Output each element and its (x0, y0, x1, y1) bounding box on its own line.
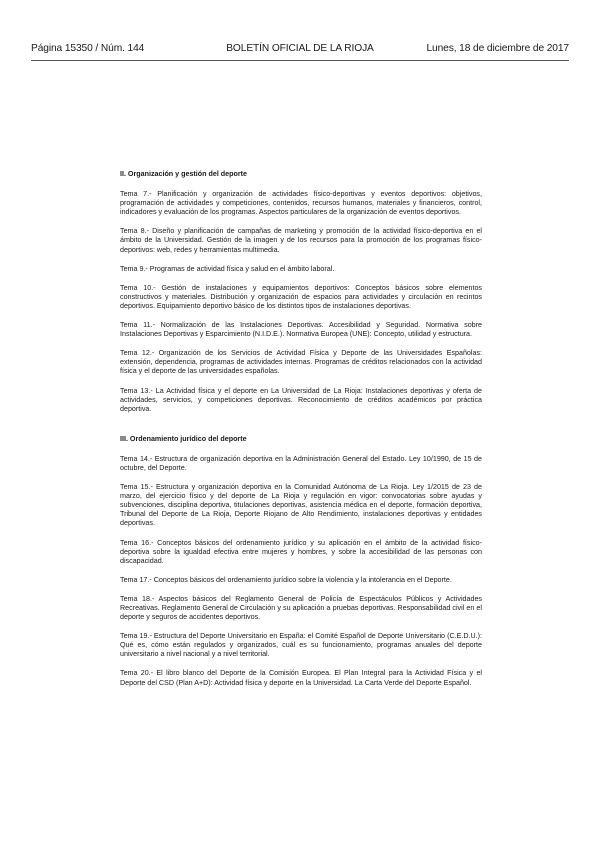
page-number: Página 15350 / Núm. 144 (31, 43, 145, 54)
tema-paragraph: Tema 18.- Aspectos básicos del Reglamento General de Policía de Espectáculos Públicos y Actividades Recreativas. Reglamento General de Circulación y su aplicación a pruebas deportivas. Responsabilidad civil en el deporte y seguros de accidentes deportivos. (120, 594, 482, 622)
tema-paragraph: Tema 19.- Estructura del Deporte Universitario en España: el Comité Español de Deporte Universitario (C.E.D.U.): Qué es, cómo están regulados y organizados, cuál es su funcionamiento, programas anuales del deporte universitario a nivel nacional y a nivel territorial. (120, 632, 482, 659)
tema-paragraph: Tema 12.- Organización de los Servicios de Actividad Física y Deporte de las Universidades Españolas: extensión, dependencia, programas de actividades internas. Programas de créditos relacionados con la actividad física y el deporte de las universidades españolas. (120, 349, 482, 376)
tema-paragraph: Tema 14.- Estructura de organización deportiva en la Administración General del Estado. Ley 10/1990, de 15 de octubre, del Deporte. (120, 454, 482, 472)
tema-paragraph: Tema 17.- Conceptos básicos del ordenamiento jurídico sobre la violencia y la intolerancia en el Deporte. (120, 575, 452, 584)
tema-paragraph: Tema 7.- Planificación y organización de actividades físico-deportivas y eventos deportivos: objetivos, programación de actividades y competiciones, contenidos, recursos humanos, materiales y financieros, control, indicadores y evaluación de los programas. Aspectos particulares de la organización de eventos deportivos. (120, 190, 482, 217)
bulletin-title: BOLETÍN OFICIAL DE LA RIOJA (226, 43, 374, 54)
header-divider (31, 60, 569, 61)
tema-paragraph: Tema 11.- Normalización de las Instalaciones Deportivas. Accesibilidad y Seguridad. Normativa sobre Instalaciones Deportivas y Esparcimiento (N.I.D.E.). Normativa Europea (UNE): Concepto, utilidad y estructura. (120, 321, 482, 339)
page-header (31, 43, 569, 57)
tema-paragraph: Tema 8.- Diseño y planificación de campañas de marketing y promoción de la actividad físico-deportiva en el ámbito de la Universidad. Gestión de la imagen y de los recursos para la promoción de los programas físico-deportivos: web, redes y herramientas multimedia. (120, 227, 482, 254)
tema-paragraph: Tema 15.- Estructura y organización deportiva en la Comunidad Autónoma de La Rioja. Ley 1/2015 de 23 de marzo, del ejercicio físico y del deporte de La Rioja y regulación en vigor: convocatorias sobre ayudas y subvenciones, disciplina deportiva, titulaciones deportivas, asistencia médica en el deporte, formación deportiva, Tribunal del Deporte de La Rioja, Deporte Riojano de Alto Rendimiento, instalaciones deportivas y entidades deportivas. (120, 483, 482, 528)
section-title: II. Organización y gestión del deporte (120, 170, 247, 178)
publication-date: Lunes, 18 de diciembre de 2017 (426, 43, 569, 54)
tema-paragraph: Tema 16.- Conceptos básicos del ordenamiento jurídico y su aplicación en el ámbito de la actividad físico-deportiva sobre la igualdad efectiva entre mujeres y hombres, y sobre la accesibilidad de las personas con discapacidad. (120, 538, 482, 565)
tema-paragraph: Tema 20.- El libro blanco del Deporte de la Comisión Europea. El Plan Integral para la Actividad Física y el Deporte del CSD (Plan A+D): Actividad física y deporte en la Universidad. La Carta Verde del Deporte Español. (120, 669, 482, 687)
document-body (120, 170, 482, 698)
tema-paragraph: Tema 10.- Gestión de instalaciones y equipamientos deportivos: Conceptos básicos sobre elementos constructivos y materiales. Distribución y organización de espacios para actividades y circulación en recintos deportivos. Equipamiento deportivo básico de los distintos tipos de instalaciones deportivas. (120, 283, 482, 310)
section-title: III. Ordenamiento jurídico del deporte (120, 434, 247, 443)
tema-paragraph: Tema 9.- Programas de actividad física y salud en el ámbito laboral. (120, 264, 335, 273)
tema-paragraph: Tema 13.- La Actividad física y el deporte en La Universidad de La Rioja: Instalaciones deportivas y oferta de actividades, servicios, y competiciones deportivas. Reconocimiento de créditos académicos por práctica deportiva. (120, 386, 482, 413)
